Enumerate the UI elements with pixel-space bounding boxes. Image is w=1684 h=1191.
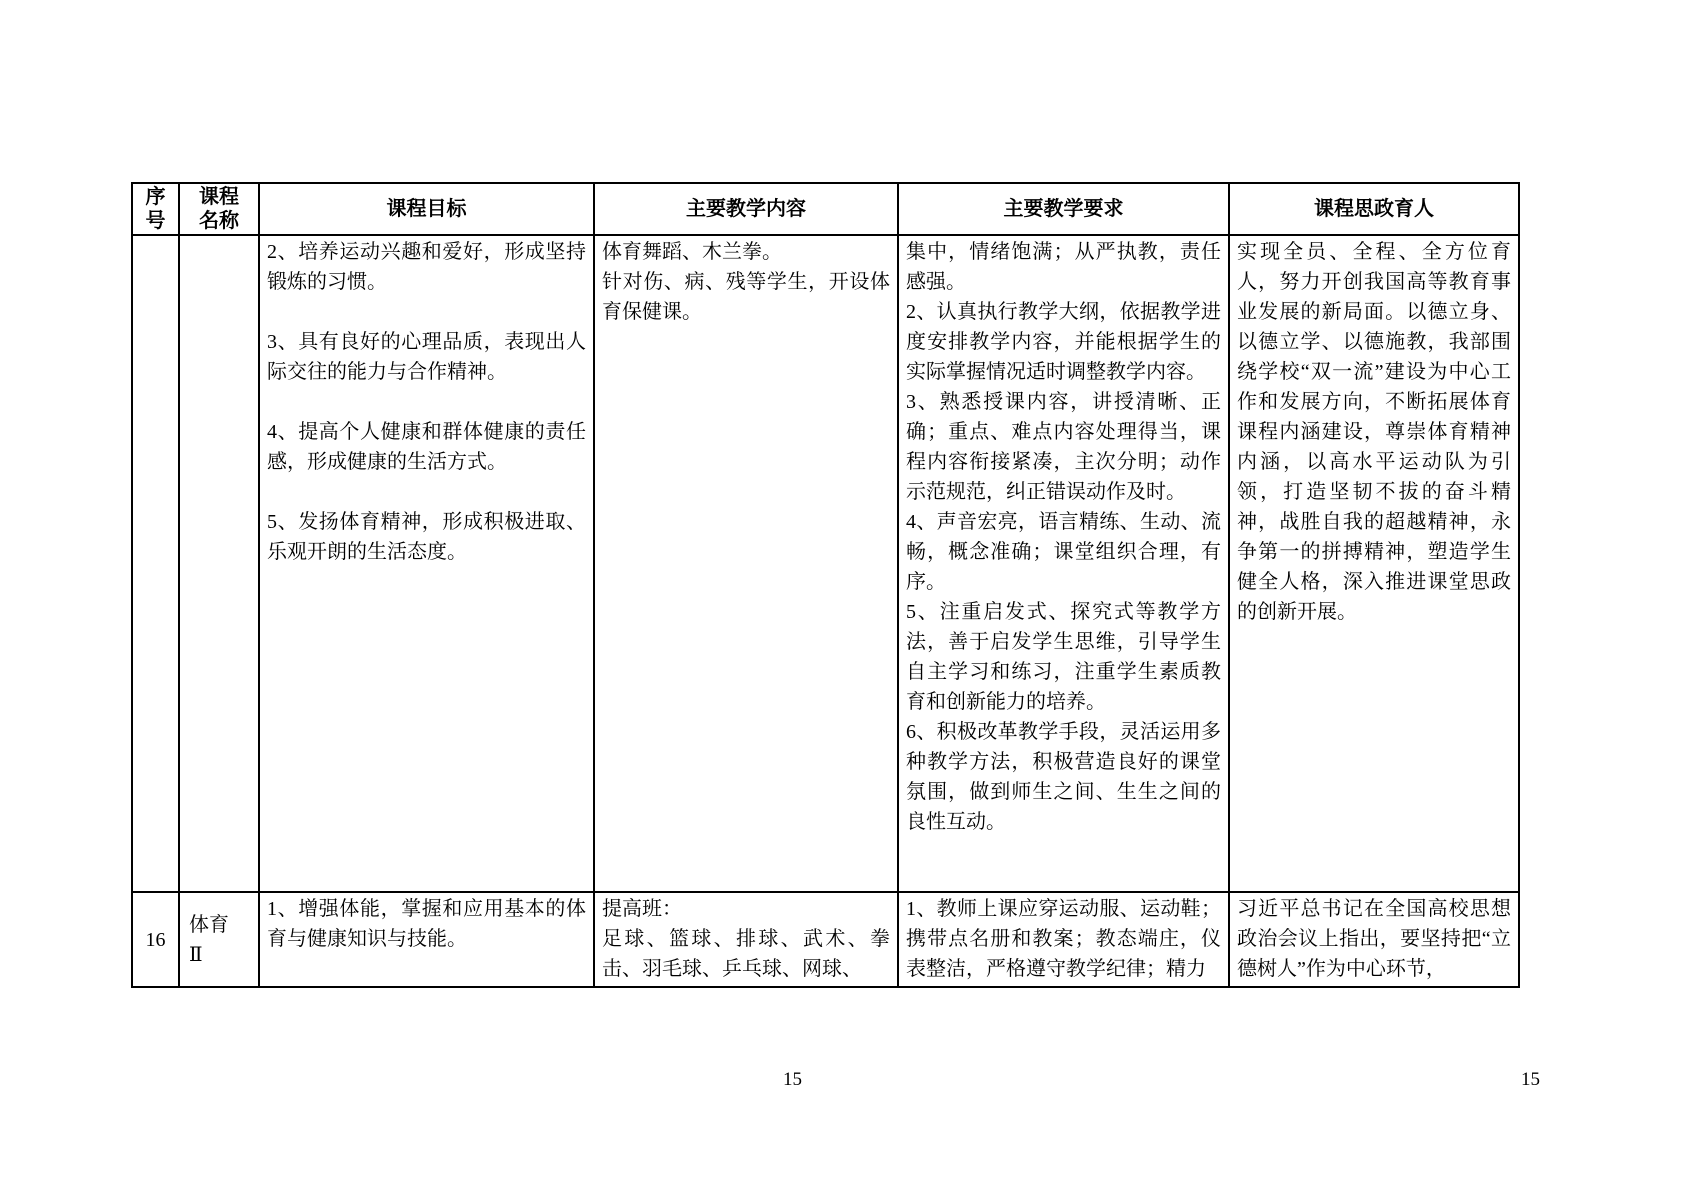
page-number-center: 15 xyxy=(783,1069,802,1090)
paragraph: 1、增强体能，掌握和应用基本的体育与健康知识与技能。 xyxy=(267,898,586,950)
cell-index xyxy=(132,235,179,892)
header-cell-teaching-requirements: 主要教学要求 xyxy=(898,183,1229,235)
cell-ideology xyxy=(1229,892,1519,987)
cell-text xyxy=(1237,894,1511,984)
cell-teaching-content xyxy=(594,235,898,892)
header-cell-course-name: 课程名称 xyxy=(179,183,259,235)
table-row-course-16 xyxy=(132,892,1519,987)
paragraph: 集中，情绪饱满；从严执教，责任感强。 xyxy=(906,241,1221,293)
cell-objectives xyxy=(259,235,594,892)
header-cell-ideology: 课程思政育人 xyxy=(1229,183,1519,235)
paragraph: 4、提高个人健康和群体健康的责任感，形成健康的生活方式。 xyxy=(267,421,586,473)
paragraph: 4、声音宏亮，语言精练、生动、流畅，概念准确；课堂组织合理，有序。 xyxy=(906,511,1221,593)
cell-text xyxy=(602,894,890,984)
cell-index: 16 xyxy=(132,892,179,987)
table-header-row xyxy=(132,183,1519,235)
page-number-right: 15 xyxy=(1521,1069,1540,1090)
paragraph: 1、教师上课应穿运动服、运动鞋；携带点名册和教案；教态端庄，仪表整洁，严格遵守教学纪律；精力 xyxy=(906,898,1221,980)
table-row-course-15-continued xyxy=(132,235,1519,892)
cell-text xyxy=(189,910,249,970)
paragraph: 2、培养运动兴趣和爱好，形成坚持锻炼的习惯。 xyxy=(267,241,586,293)
cell-teaching-requirements xyxy=(898,235,1229,892)
cell-teaching-requirements xyxy=(898,892,1229,987)
cell-objectives xyxy=(259,892,594,987)
cell-text xyxy=(602,237,890,327)
paragraph: 习近平总书记在全国高校思想政治会议上指出，要坚持把“立德树人”作为中心环节， xyxy=(1237,898,1511,980)
paragraph: 3、熟悉授课内容，讲授清晰、正确；重点、难点内容处理得当，课程内容衔接紧凑，主次分明；动作示范规范，纠正错误动作及时。 xyxy=(906,391,1221,503)
course-syllabus-table xyxy=(131,182,1520,988)
paragraph: 5、发扬体育精神，形成积极进取、乐观开朗的生活态度。 xyxy=(267,511,586,563)
paragraph: 体育 xyxy=(189,913,229,936)
paragraph: 针对伤、病、残等学生，开设体育保健课。 xyxy=(602,271,890,323)
paragraph: 5、注重启发式、探究式等教学方法，善于启发学生思维，引导学生自主学习和练习，注重学生素质教育和创新能力的培养。 xyxy=(906,601,1221,713)
paragraph: Ⅱ xyxy=(189,943,203,966)
paragraph: 提高班： xyxy=(602,898,682,920)
cell-course-name xyxy=(179,892,259,987)
paragraph: 实现全员、全程、全方位育人，努力开创我国高等教育事业发展的新局面。以德立身、以德立学、以德施教，我部围绕学校“双一流”建设为中心工作和发展方向，不断拓展体育课程内涵建设，尊崇体育精神内涵，以高水平运动队为引领，打造坚韧不拔的奋斗精神，战胜自我的超越精神，永争第一的拼搏精神，塑造学生健全人格，深入推进课堂思政的创新开展。 xyxy=(1237,241,1511,623)
header-cell-teaching-content: 主要教学内容 xyxy=(594,183,898,235)
cell-text xyxy=(267,237,586,567)
cell-course-name xyxy=(179,235,259,892)
cell-text xyxy=(906,894,1221,984)
cell-text xyxy=(267,894,586,954)
paragraph: 足球、篮球、排球、武术、拳击、羽毛球、乒乓球、网球、 xyxy=(602,928,890,980)
header-cell-objectives: 课程目标 xyxy=(259,183,594,235)
paragraph: 体育舞蹈、木兰拳。 xyxy=(602,241,782,263)
cell-teaching-content xyxy=(594,892,898,987)
paragraph: 3、具有良好的心理品质，表现出人际交往的能力与合作精神。 xyxy=(267,331,586,383)
cell-ideology xyxy=(1229,235,1519,892)
paragraph: 2、认真执行教学大纲，依据教学进度安排教学内容，并能根据学生的实际掌握情况适时调整教学内容。 xyxy=(906,301,1221,383)
paragraph: 6、积极改革教学手段，灵活运用多种教学方法，积极营造良好的课堂氛围，做到师生之间、生生之间的良性互动。 xyxy=(906,721,1221,833)
header-cell-index: 序号 xyxy=(132,183,179,235)
cell-text xyxy=(906,237,1221,837)
cell-text xyxy=(1237,237,1511,627)
